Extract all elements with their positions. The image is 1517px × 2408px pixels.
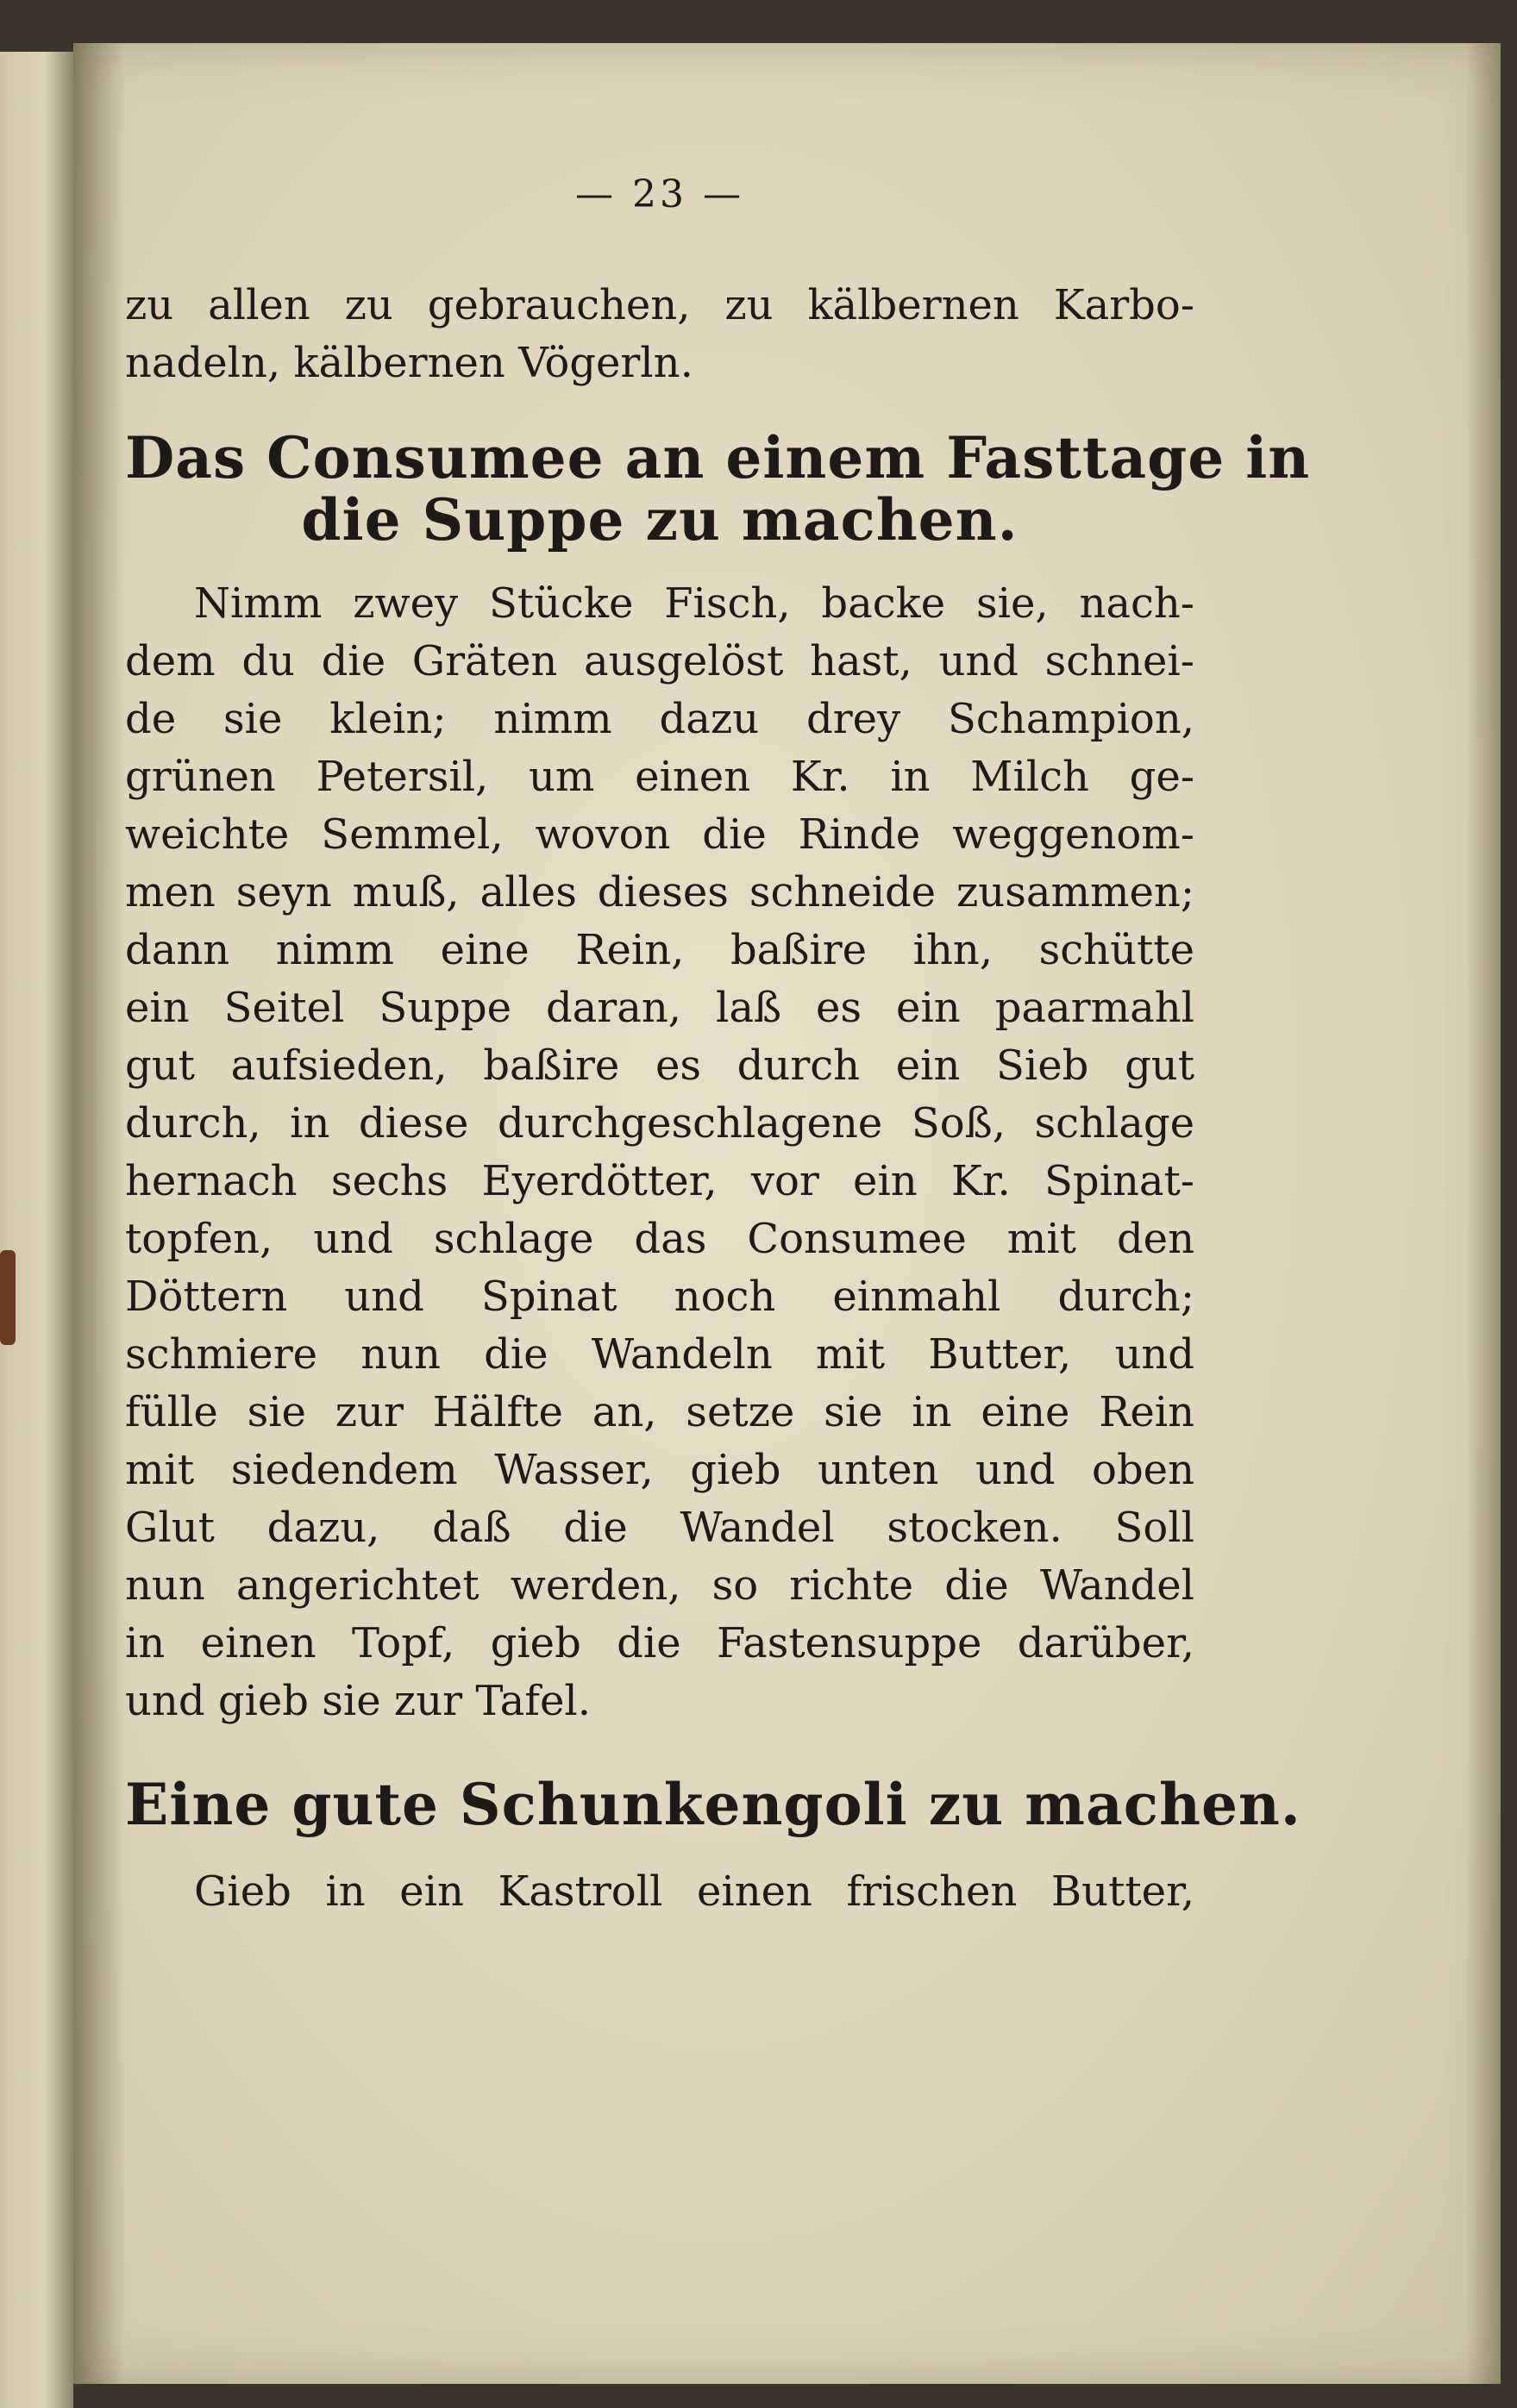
body-line: ein Seitel Suppe daran, laß es ein paarmahl <box>125 984 1194 1032</box>
body-line: fülle sie zur Hälfte an, setze sie in eine Rein <box>125 1388 1194 1436</box>
body-line: schmiere nun die Wandeln mit Butter, und <box>125 1330 1194 1379</box>
page-number: — 23 — <box>575 172 744 216</box>
intro-line: zu allen zu gebrauchen, zu kälbernen Karbo- <box>125 281 1194 329</box>
gutter-shadow <box>73 43 125 2384</box>
body-line: dann nimm eine Rein, baßire ihn, schütte <box>125 926 1194 974</box>
body-line: grünen Petersil, um einen Kr. in Milch ge- <box>125 753 1194 801</box>
page-stain <box>0 1250 16 1345</box>
body-line: durch, in diese durchgeschlagene Soß, schlage <box>125 1099 1194 1148</box>
body-line: Gieb in ein Kastroll einen frischen Butter, <box>194 1867 1194 1916</box>
section-heading <box>125 424 1311 554</box>
body-line: weichte Semmel, wovon die Rinde weggenom- <box>125 810 1194 859</box>
body-line: Glut dazu, daß die Wandel stocken. Soll <box>125 1504 1194 1552</box>
facing-page-edge <box>0 52 73 2408</box>
section-heading-line: die Suppe zu machen. <box>301 486 1019 554</box>
body-line: und gieb sie zur Tafel. <box>125 1677 592 1725</box>
body-line: gut aufsieden, baßire es durch ein Sieb gut <box>125 1041 1194 1090</box>
section-heading: Eine gute Schunkengoli zu machen. <box>125 1771 1301 1838</box>
body-line: nun angerichtet werden, so richte die Wandel <box>125 1561 1194 1610</box>
body-line: mit siedendem Wasser, gieb unten und oben <box>125 1446 1194 1494</box>
body-line: topfen, und schlage das Consumee mit den <box>125 1215 1194 1263</box>
page-edge-shadow <box>1466 43 1501 2384</box>
section-body <box>125 1863 1194 1921</box>
body-line: dem du die Gräten ausgelöst hast, und schnei- <box>125 637 1194 685</box>
body-line: men seyn muß, alles dieses schneide zusammen; <box>125 868 1194 916</box>
body-line: Nimm zwey Stücke Fisch, backe sie, nach- <box>194 579 1194 628</box>
body-line: Döttern und Spinat noch einmahl durch; <box>125 1273 1194 1321</box>
section-heading-line: Das Consumee an einem Fasttage in <box>125 424 1311 491</box>
section-body <box>125 575 1194 1730</box>
text-block <box>125 172 1311 1921</box>
body-line: de sie klein; nimm dazu drey Schampion, <box>125 695 1194 743</box>
intro-line: nadeln, kälbernen Vögerln. <box>125 339 693 387</box>
body-line: in einen Topf, gieb die Fastensuppe darüber, <box>125 1619 1194 1667</box>
body-line: hernach sechs Eyerdötter, vor ein Kr. Spinat- <box>125 1157 1194 1205</box>
